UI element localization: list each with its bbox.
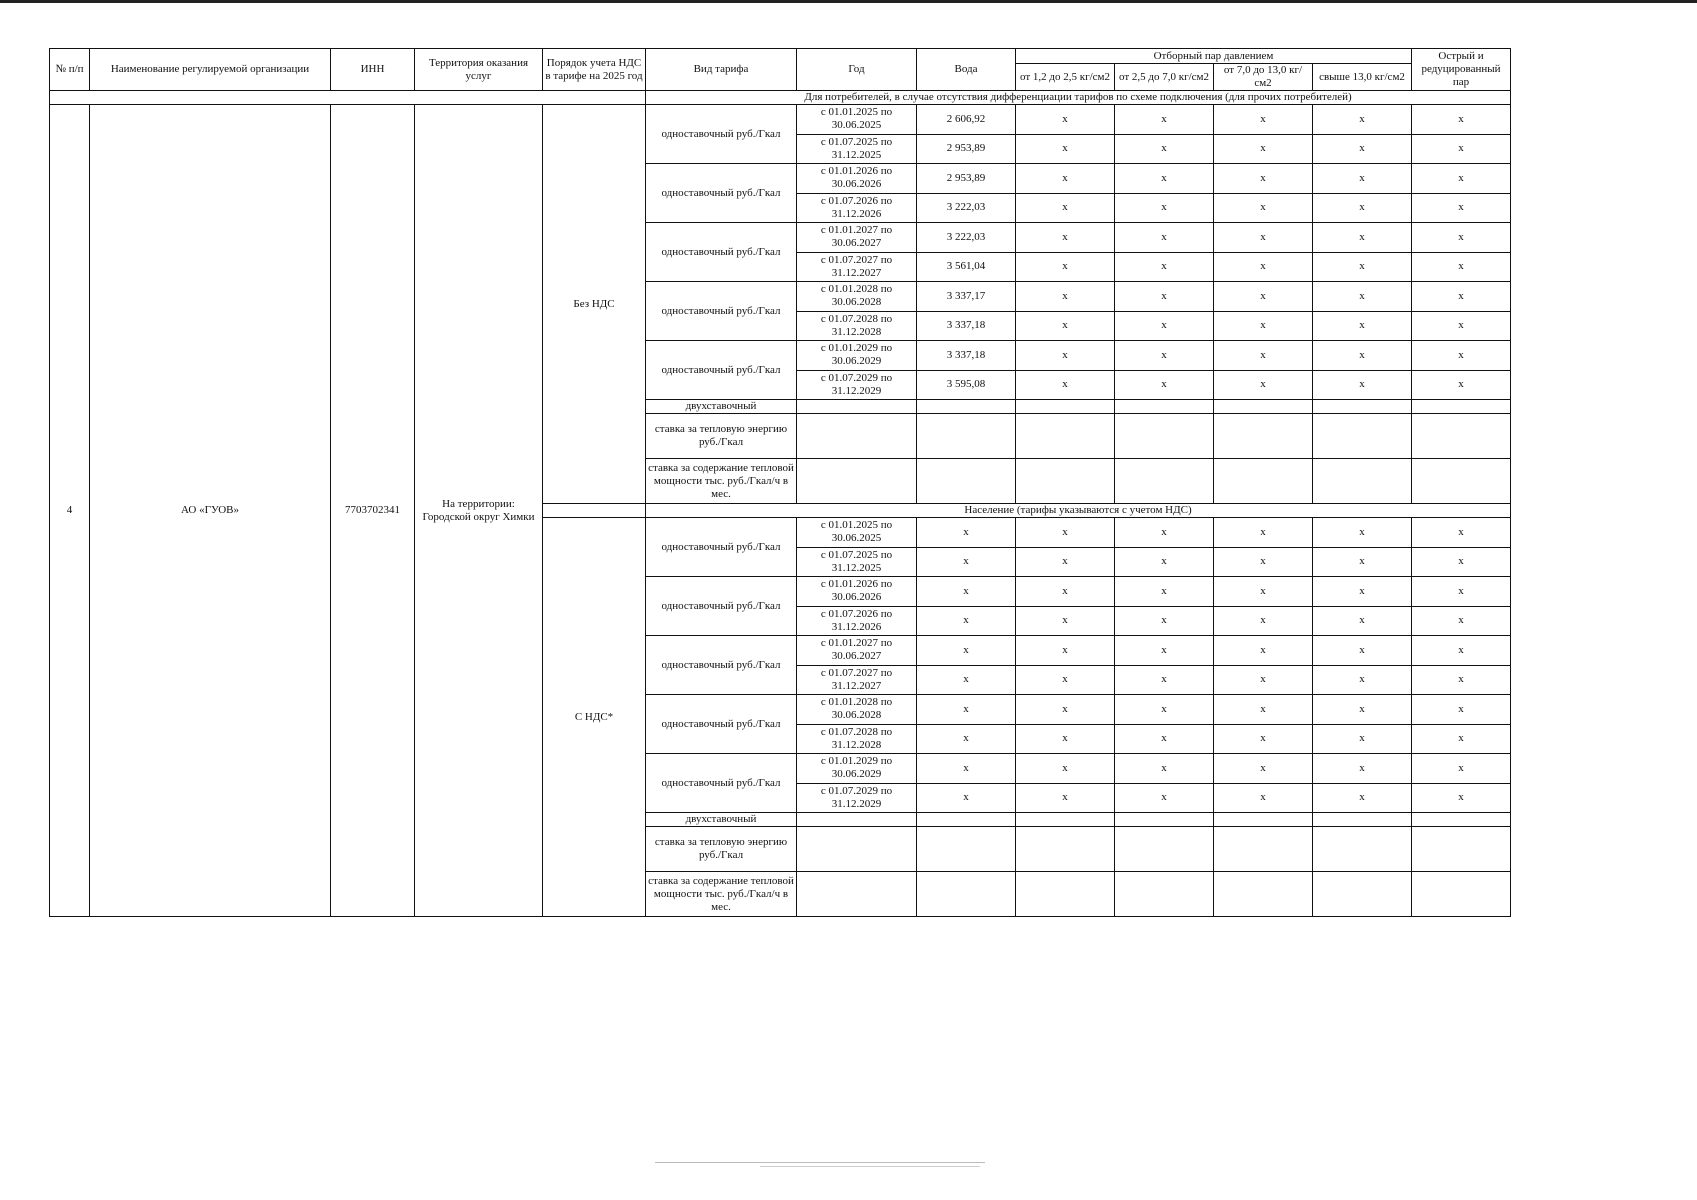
period: с 01.01.2027 по 30.06.2027 bbox=[797, 223, 917, 253]
steam-value: x bbox=[1016, 134, 1115, 164]
steam-value: x bbox=[1115, 754, 1214, 784]
water-value: 2 953,89 bbox=[917, 134, 1016, 164]
steam-value: x bbox=[1412, 547, 1511, 577]
empty-cell bbox=[1412, 400, 1511, 414]
empty-cell bbox=[917, 872, 1016, 917]
header-pressure-1: от 1,2 до 2,5 кг/см2 bbox=[1016, 64, 1115, 91]
tariff-table bbox=[49, 48, 1511, 917]
header-pressure-3: от 7,0 до 13,0 кг/см2 bbox=[1214, 64, 1313, 91]
empty-cell bbox=[1115, 813, 1214, 827]
steam-value: x bbox=[1115, 783, 1214, 813]
water-value: 3 222,03 bbox=[917, 223, 1016, 253]
empty-cell bbox=[1412, 459, 1511, 504]
steam-value: x bbox=[1313, 105, 1412, 135]
steam-value: x bbox=[1115, 577, 1214, 607]
period: с 01.01.2027 по 30.06.2027 bbox=[797, 636, 917, 666]
steam-value: x bbox=[1115, 724, 1214, 754]
empty-cell bbox=[1313, 400, 1412, 414]
period: с 01.01.2028 по 30.06.2028 bbox=[797, 282, 917, 312]
empty-cell bbox=[1115, 459, 1214, 504]
steam-value: x bbox=[1214, 547, 1313, 577]
steam-value: x bbox=[1214, 783, 1313, 813]
tariff-type: ставка за содержание тепловой мощности тыс. руб./Гкал/ч в мес. bbox=[646, 459, 797, 504]
tariff-type: одноставочный руб./Гкал bbox=[646, 577, 797, 636]
steam-value: x bbox=[1214, 724, 1313, 754]
steam-value: x bbox=[1214, 606, 1313, 636]
water-value: 3 595,08 bbox=[917, 370, 1016, 400]
empty-cell bbox=[917, 459, 1016, 504]
tariff-sheet bbox=[49, 48, 1511, 917]
steam-value: x bbox=[1016, 105, 1115, 135]
section-title-spacer bbox=[543, 504, 646, 518]
steam-value: x bbox=[1115, 636, 1214, 666]
steam-value: x bbox=[1214, 252, 1313, 282]
empty-cell bbox=[797, 459, 917, 504]
steam-value: x bbox=[1313, 252, 1412, 282]
steam-value: x bbox=[1214, 695, 1313, 725]
steam-value: x bbox=[1115, 164, 1214, 194]
steam-value: x bbox=[1214, 311, 1313, 341]
tariff-type: одноставочный руб./Гкал bbox=[646, 341, 797, 400]
header-territory: Территория оказания услуг bbox=[415, 49, 543, 91]
water-value: x bbox=[917, 547, 1016, 577]
tariff-type: ставка за тепловую энергию руб./Гкал bbox=[646, 414, 797, 459]
steam-value: x bbox=[1214, 636, 1313, 666]
steam-value: x bbox=[1115, 193, 1214, 223]
empty-cell bbox=[1313, 414, 1412, 459]
water-value: x bbox=[917, 636, 1016, 666]
steam-value: x bbox=[1313, 311, 1412, 341]
steam-value: x bbox=[1016, 783, 1115, 813]
steam-value: x bbox=[1115, 341, 1214, 371]
steam-value: x bbox=[1016, 341, 1115, 371]
steam-value: x bbox=[1115, 105, 1214, 135]
header-sharp-steam: Острый и редуцированный пар bbox=[1412, 49, 1511, 91]
steam-value: x bbox=[1016, 547, 1115, 577]
header-vat: Порядок учета НДС в тарифе на 2025 год bbox=[543, 49, 646, 91]
steam-value: x bbox=[1313, 724, 1412, 754]
header-inn: ИНН bbox=[331, 49, 415, 91]
steam-value: x bbox=[1214, 518, 1313, 548]
steam-value: x bbox=[1016, 252, 1115, 282]
period: с 01.07.2026 по 31.12.2026 bbox=[797, 606, 917, 636]
empty-cell bbox=[1016, 872, 1115, 917]
period: с 01.01.2025 по 30.06.2025 bbox=[797, 105, 917, 135]
period: с 01.07.2028 по 31.12.2028 bbox=[797, 724, 917, 754]
steam-value: x bbox=[1115, 606, 1214, 636]
steam-value: x bbox=[1313, 754, 1412, 784]
empty-cell bbox=[797, 872, 917, 917]
tariff-type: ставка за содержание тепловой мощности тыс. руб./Гкал/ч в мес. bbox=[646, 872, 797, 917]
steam-value: x bbox=[1115, 311, 1214, 341]
empty-cell bbox=[1016, 827, 1115, 872]
empty-cell bbox=[1016, 459, 1115, 504]
table-body bbox=[50, 49, 1511, 917]
steam-value: x bbox=[1214, 164, 1313, 194]
water-value: 3 337,18 bbox=[917, 311, 1016, 341]
steam-value: x bbox=[1115, 370, 1214, 400]
steam-value: x bbox=[1412, 223, 1511, 253]
steam-value: x bbox=[1016, 193, 1115, 223]
empty-cell bbox=[1313, 813, 1412, 827]
scan-artifact-line bbox=[655, 1162, 985, 1163]
empty-cell bbox=[1412, 827, 1511, 872]
steam-value: x bbox=[1016, 606, 1115, 636]
water-value: 3 561,04 bbox=[917, 252, 1016, 282]
steam-value: x bbox=[1214, 282, 1313, 312]
water-value: 3 337,17 bbox=[917, 282, 1016, 312]
steam-value: x bbox=[1313, 518, 1412, 548]
period: с 01.01.2028 по 30.06.2028 bbox=[797, 695, 917, 725]
steam-value: x bbox=[1412, 341, 1511, 371]
empty-cell bbox=[797, 400, 917, 414]
header-row-1 bbox=[50, 49, 1511, 64]
steam-value: x bbox=[1412, 665, 1511, 695]
steam-value: x bbox=[1016, 164, 1115, 194]
tariff-type: ставка за тепловую энергию руб./Гкал bbox=[646, 827, 797, 872]
empty-cell bbox=[1313, 459, 1412, 504]
empty-cell bbox=[1115, 400, 1214, 414]
tariff-type: одноставочный руб./Гкал bbox=[646, 223, 797, 282]
steam-value: x bbox=[1115, 518, 1214, 548]
org-territory: На территории: Городской округ Химки bbox=[415, 105, 543, 917]
empty-cell bbox=[917, 827, 1016, 872]
empty-cell bbox=[917, 813, 1016, 827]
steam-value: x bbox=[1214, 577, 1313, 607]
steam-value: x bbox=[1412, 282, 1511, 312]
empty-cell bbox=[917, 414, 1016, 459]
steam-value: x bbox=[1016, 754, 1115, 784]
period: с 01.01.2026 по 30.06.2026 bbox=[797, 577, 917, 607]
empty-cell bbox=[1412, 872, 1511, 917]
steam-value: x bbox=[1313, 341, 1412, 371]
empty-cell bbox=[1115, 414, 1214, 459]
steam-value: x bbox=[1313, 577, 1412, 607]
steam-value: x bbox=[1412, 105, 1511, 135]
tariff-type: одноставочный руб./Гкал bbox=[646, 164, 797, 223]
header-pressure-4: свыше 13,0 кг/см2 bbox=[1313, 64, 1412, 91]
steam-value: x bbox=[1016, 518, 1115, 548]
empty-cell bbox=[1313, 872, 1412, 917]
empty-cell bbox=[1016, 414, 1115, 459]
steam-value: x bbox=[1115, 252, 1214, 282]
empty-cell bbox=[1214, 459, 1313, 504]
empty-cell bbox=[1016, 813, 1115, 827]
steam-value: x bbox=[1412, 754, 1511, 784]
org-inn: 7703702341 bbox=[331, 105, 415, 917]
steam-value: x bbox=[1115, 665, 1214, 695]
steam-value: x bbox=[1313, 606, 1412, 636]
header-pressure-2: от 2,5 до 7,0 кг/см2 bbox=[1115, 64, 1214, 91]
steam-value: x bbox=[1115, 223, 1214, 253]
scan-top-edge bbox=[0, 0, 1697, 3]
empty-cell bbox=[917, 400, 1016, 414]
steam-value: x bbox=[1412, 518, 1511, 548]
empty-cell bbox=[1412, 414, 1511, 459]
steam-value: x bbox=[1313, 783, 1412, 813]
section-title-spacer bbox=[50, 91, 646, 105]
steam-value: x bbox=[1412, 370, 1511, 400]
empty-cell bbox=[1214, 872, 1313, 917]
period: с 01.07.2027 по 31.12.2027 bbox=[797, 252, 917, 282]
water-value: x bbox=[917, 577, 1016, 607]
vat-mode: С НДС* bbox=[543, 518, 646, 917]
steam-value: x bbox=[1313, 282, 1412, 312]
period: с 01.01.2025 по 30.06.2025 bbox=[797, 518, 917, 548]
steam-value: x bbox=[1412, 577, 1511, 607]
empty-cell bbox=[1214, 813, 1313, 827]
steam-value: x bbox=[1016, 695, 1115, 725]
steam-value: x bbox=[1214, 134, 1313, 164]
empty-cell bbox=[797, 827, 917, 872]
empty-cell bbox=[1214, 400, 1313, 414]
steam-value: x bbox=[1412, 783, 1511, 813]
water-value: x bbox=[917, 754, 1016, 784]
steam-value: x bbox=[1412, 252, 1511, 282]
water-value: 3 222,03 bbox=[917, 193, 1016, 223]
org-number: 4 bbox=[50, 105, 90, 917]
steam-value: x bbox=[1412, 164, 1511, 194]
section-title-row bbox=[50, 91, 1511, 105]
empty-cell bbox=[1214, 414, 1313, 459]
vat-mode: Без НДС bbox=[543, 105, 646, 504]
header-tariff-type: Вид тарифа bbox=[646, 49, 797, 91]
steam-value: x bbox=[1313, 370, 1412, 400]
steam-value: x bbox=[1016, 665, 1115, 695]
steam-value: x bbox=[1313, 636, 1412, 666]
water-value: x bbox=[917, 518, 1016, 548]
steam-value: x bbox=[1016, 370, 1115, 400]
header-water: Вода bbox=[917, 49, 1016, 91]
steam-value: x bbox=[1115, 134, 1214, 164]
steam-value: x bbox=[1016, 724, 1115, 754]
header-org: Наименование регулируемой организации bbox=[90, 49, 331, 91]
steam-value: x bbox=[1115, 695, 1214, 725]
water-value: 3 337,18 bbox=[917, 341, 1016, 371]
water-value: 2 953,89 bbox=[917, 164, 1016, 194]
section-title: Для потребителей, в случае отсутствия дифференциации тарифов по схеме подключения (для прочих потребителей) bbox=[646, 91, 1511, 105]
steam-value: x bbox=[1412, 311, 1511, 341]
period: с 01.07.2028 по 31.12.2028 bbox=[797, 311, 917, 341]
org-name: АО «ГУОВ» bbox=[90, 105, 331, 917]
empty-cell bbox=[1016, 400, 1115, 414]
period: с 01.07.2029 по 31.12.2029 bbox=[797, 783, 917, 813]
steam-value: x bbox=[1214, 665, 1313, 695]
steam-value: x bbox=[1313, 193, 1412, 223]
empty-cell bbox=[1115, 872, 1214, 917]
steam-value: x bbox=[1016, 577, 1115, 607]
period: с 01.01.2026 по 30.06.2026 bbox=[797, 164, 917, 194]
steam-value: x bbox=[1016, 282, 1115, 312]
section-title: Население (тарифы указываются с учетом НДС) bbox=[646, 504, 1511, 518]
scan-artifact-line bbox=[760, 1166, 980, 1167]
steam-value: x bbox=[1412, 134, 1511, 164]
water-value: x bbox=[917, 724, 1016, 754]
steam-value: x bbox=[1313, 547, 1412, 577]
steam-value: x bbox=[1016, 636, 1115, 666]
tariff-type: двухставочный bbox=[646, 813, 797, 827]
empty-cell bbox=[1412, 813, 1511, 827]
period: с 01.07.2029 по 31.12.2029 bbox=[797, 370, 917, 400]
tariff-type: одноставочный руб./Гкал bbox=[646, 518, 797, 577]
steam-value: x bbox=[1313, 223, 1412, 253]
steam-value: x bbox=[1115, 282, 1214, 312]
period: с 01.01.2029 по 30.06.2029 bbox=[797, 341, 917, 371]
tariff-type: одноставочный руб./Гкал bbox=[646, 282, 797, 341]
period: с 01.07.2025 по 31.12.2025 bbox=[797, 134, 917, 164]
water-value: 2 606,92 bbox=[917, 105, 1016, 135]
empty-cell bbox=[797, 414, 917, 459]
period: с 01.07.2026 по 31.12.2026 bbox=[797, 193, 917, 223]
steam-value: x bbox=[1214, 193, 1313, 223]
header-year: Год bbox=[797, 49, 917, 91]
empty-cell bbox=[1214, 827, 1313, 872]
empty-cell bbox=[1115, 827, 1214, 872]
header-num: № п/п bbox=[50, 49, 90, 91]
steam-value: x bbox=[1214, 105, 1313, 135]
steam-value: x bbox=[1115, 547, 1214, 577]
water-value: x bbox=[917, 783, 1016, 813]
tariff-type: одноставочный руб./Гкал bbox=[646, 754, 797, 813]
steam-value: x bbox=[1412, 606, 1511, 636]
steam-value: x bbox=[1214, 370, 1313, 400]
table-row bbox=[50, 105, 1511, 135]
steam-value: x bbox=[1412, 724, 1511, 754]
steam-value: x bbox=[1016, 311, 1115, 341]
header-steam-group: Отборный пар давлением bbox=[1016, 49, 1412, 64]
steam-value: x bbox=[1313, 695, 1412, 725]
steam-value: x bbox=[1313, 134, 1412, 164]
steam-value: x bbox=[1016, 223, 1115, 253]
water-value: x bbox=[917, 606, 1016, 636]
steam-value: x bbox=[1214, 754, 1313, 784]
steam-value: x bbox=[1412, 636, 1511, 666]
period: с 01.07.2027 по 31.12.2027 bbox=[797, 665, 917, 695]
steam-value: x bbox=[1412, 193, 1511, 223]
steam-value: x bbox=[1214, 341, 1313, 371]
tariff-type: одноставочный руб./Гкал bbox=[646, 105, 797, 164]
empty-cell bbox=[797, 813, 917, 827]
period: с 01.07.2025 по 31.12.2025 bbox=[797, 547, 917, 577]
period: с 01.01.2029 по 30.06.2029 bbox=[797, 754, 917, 784]
empty-cell bbox=[1313, 827, 1412, 872]
tariff-type: одноставочный руб./Гкал bbox=[646, 636, 797, 695]
steam-value: x bbox=[1214, 223, 1313, 253]
water-value: x bbox=[917, 695, 1016, 725]
steam-value: x bbox=[1313, 164, 1412, 194]
tariff-type: двухставочный bbox=[646, 400, 797, 414]
tariff-type: одноставочный руб./Гкал bbox=[646, 695, 797, 754]
water-value: x bbox=[917, 665, 1016, 695]
steam-value: x bbox=[1313, 665, 1412, 695]
steam-value: x bbox=[1412, 695, 1511, 725]
